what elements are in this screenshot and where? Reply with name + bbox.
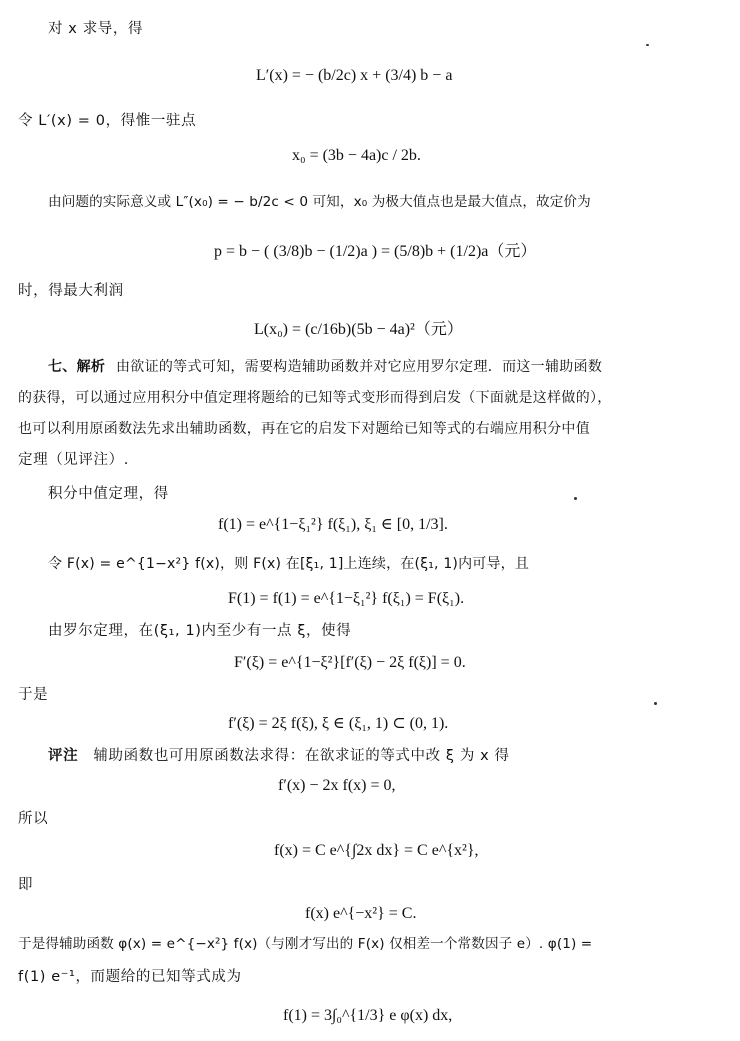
text-line-12: 定理（见评注）. [18, 452, 129, 468]
text-line-15: 令 F(x) = e^{1−x²} f(x)，则 F(x) 在[ξ₁, 1]上连续，在(ξ₁, 1)内可导，且 [48, 556, 530, 572]
scan-speck [654, 702, 657, 705]
scan-speck [646, 44, 649, 46]
text-line-3: 令 L′(x) = 0，得惟一驻点 [18, 113, 197, 129]
text-line-9 [48, 360, 602, 374]
text-line-1: 对 x 求导，得 [48, 21, 144, 37]
note-text: 辅助函数也可用原函数法求得：在欲求证的等式中改 ξ 为 x 得 [93, 748, 510, 764]
equation-mean-value: f(1) = e^{1−ξ₁²} f(ξ₁), ξ₁ ∈ [0, 1/3]. [218, 516, 448, 533]
text-line-19: 于是 [18, 687, 49, 703]
text-line-27: 于是得辅助函数 φ(x) = e^{−x²} f(x)（与刚才写出的 F(x) 仅相差一个常数因子 e）. φ(1) = [18, 936, 593, 952]
text-line-17: 由罗尔定理，在(ξ₁, 1)内至少有一点 ξ，使得 [48, 623, 352, 639]
text-line-28: f(1) e⁻¹，而题给的已知等式成为 [18, 969, 242, 985]
text-line-13: 积分中值定理，得 [48, 486, 169, 502]
equation-derivative: L′(x) = − (b/2c) x + (3/4) b − a [256, 67, 453, 84]
equation-solution: f(x) = C e^{∫2x dx} = C e^{x²}, [274, 842, 479, 859]
section-7-intro: 由欲证的等式可知，需要构造辅助函数并对它应用罗尔定理．而这一辅助函数 [115, 359, 603, 375]
text-line-23: 所以 [18, 811, 49, 827]
text-line-7: 时，得最大利润 [18, 283, 124, 299]
text-line-11: 也可以利用原函数法先求出辅助函数，再在它的启发下对题给已知等式的右端应用积分中值 [18, 421, 590, 437]
text-line-10: 的获得，可以通过应用积分中值定理将题给的已知等式变形而得到启发（下面就是这样做的）， [18, 390, 612, 406]
text-line-5: 由问题的实际意义或 L″(x₀) = − b/2c < 0 可知，x₀ 为极大值点也是最大值点，故定价为 [48, 194, 591, 210]
equation-integral: f(1) = 3∫₀^{1/3} e φ(x) dx, [283, 1007, 453, 1024]
equation-F-values: F(1) = f(1) = e^{1−ξ₁²} f(ξ₁) = F(ξ₁). [228, 590, 465, 607]
equation-max-profit: L(x₀) = (c/16b)(5b − 4a)²（元） [254, 321, 463, 338]
equation-constant: f(x) e^{−x²} = C. [305, 905, 417, 922]
text-line-21 [48, 749, 510, 764]
text-line-25: 即 [18, 877, 34, 893]
equation-stationary-point: x₀ = (3b − 4a)c / 2b. [292, 147, 421, 164]
note-heading: 评注 [48, 748, 79, 764]
equation-result: f′(ξ) = 2ξ f(ξ), ξ ∈ (ξ₁, 1) ⊂ (0, 1). [228, 715, 449, 732]
scan-speck [574, 497, 577, 500]
equation-ode: f′(x) − 2x f(x) = 0, [278, 777, 396, 794]
equation-price: p = b − ( (3/8)b − (1/2)a ) = (5/8)b + (1/2)a（元） [214, 243, 537, 260]
equation-rolle: F′(ξ) = e^{1−ξ²}[f′(ξ) − 2ξ f(ξ)] = 0. [234, 654, 466, 671]
section-heading-7: 七、解析 [48, 359, 106, 375]
